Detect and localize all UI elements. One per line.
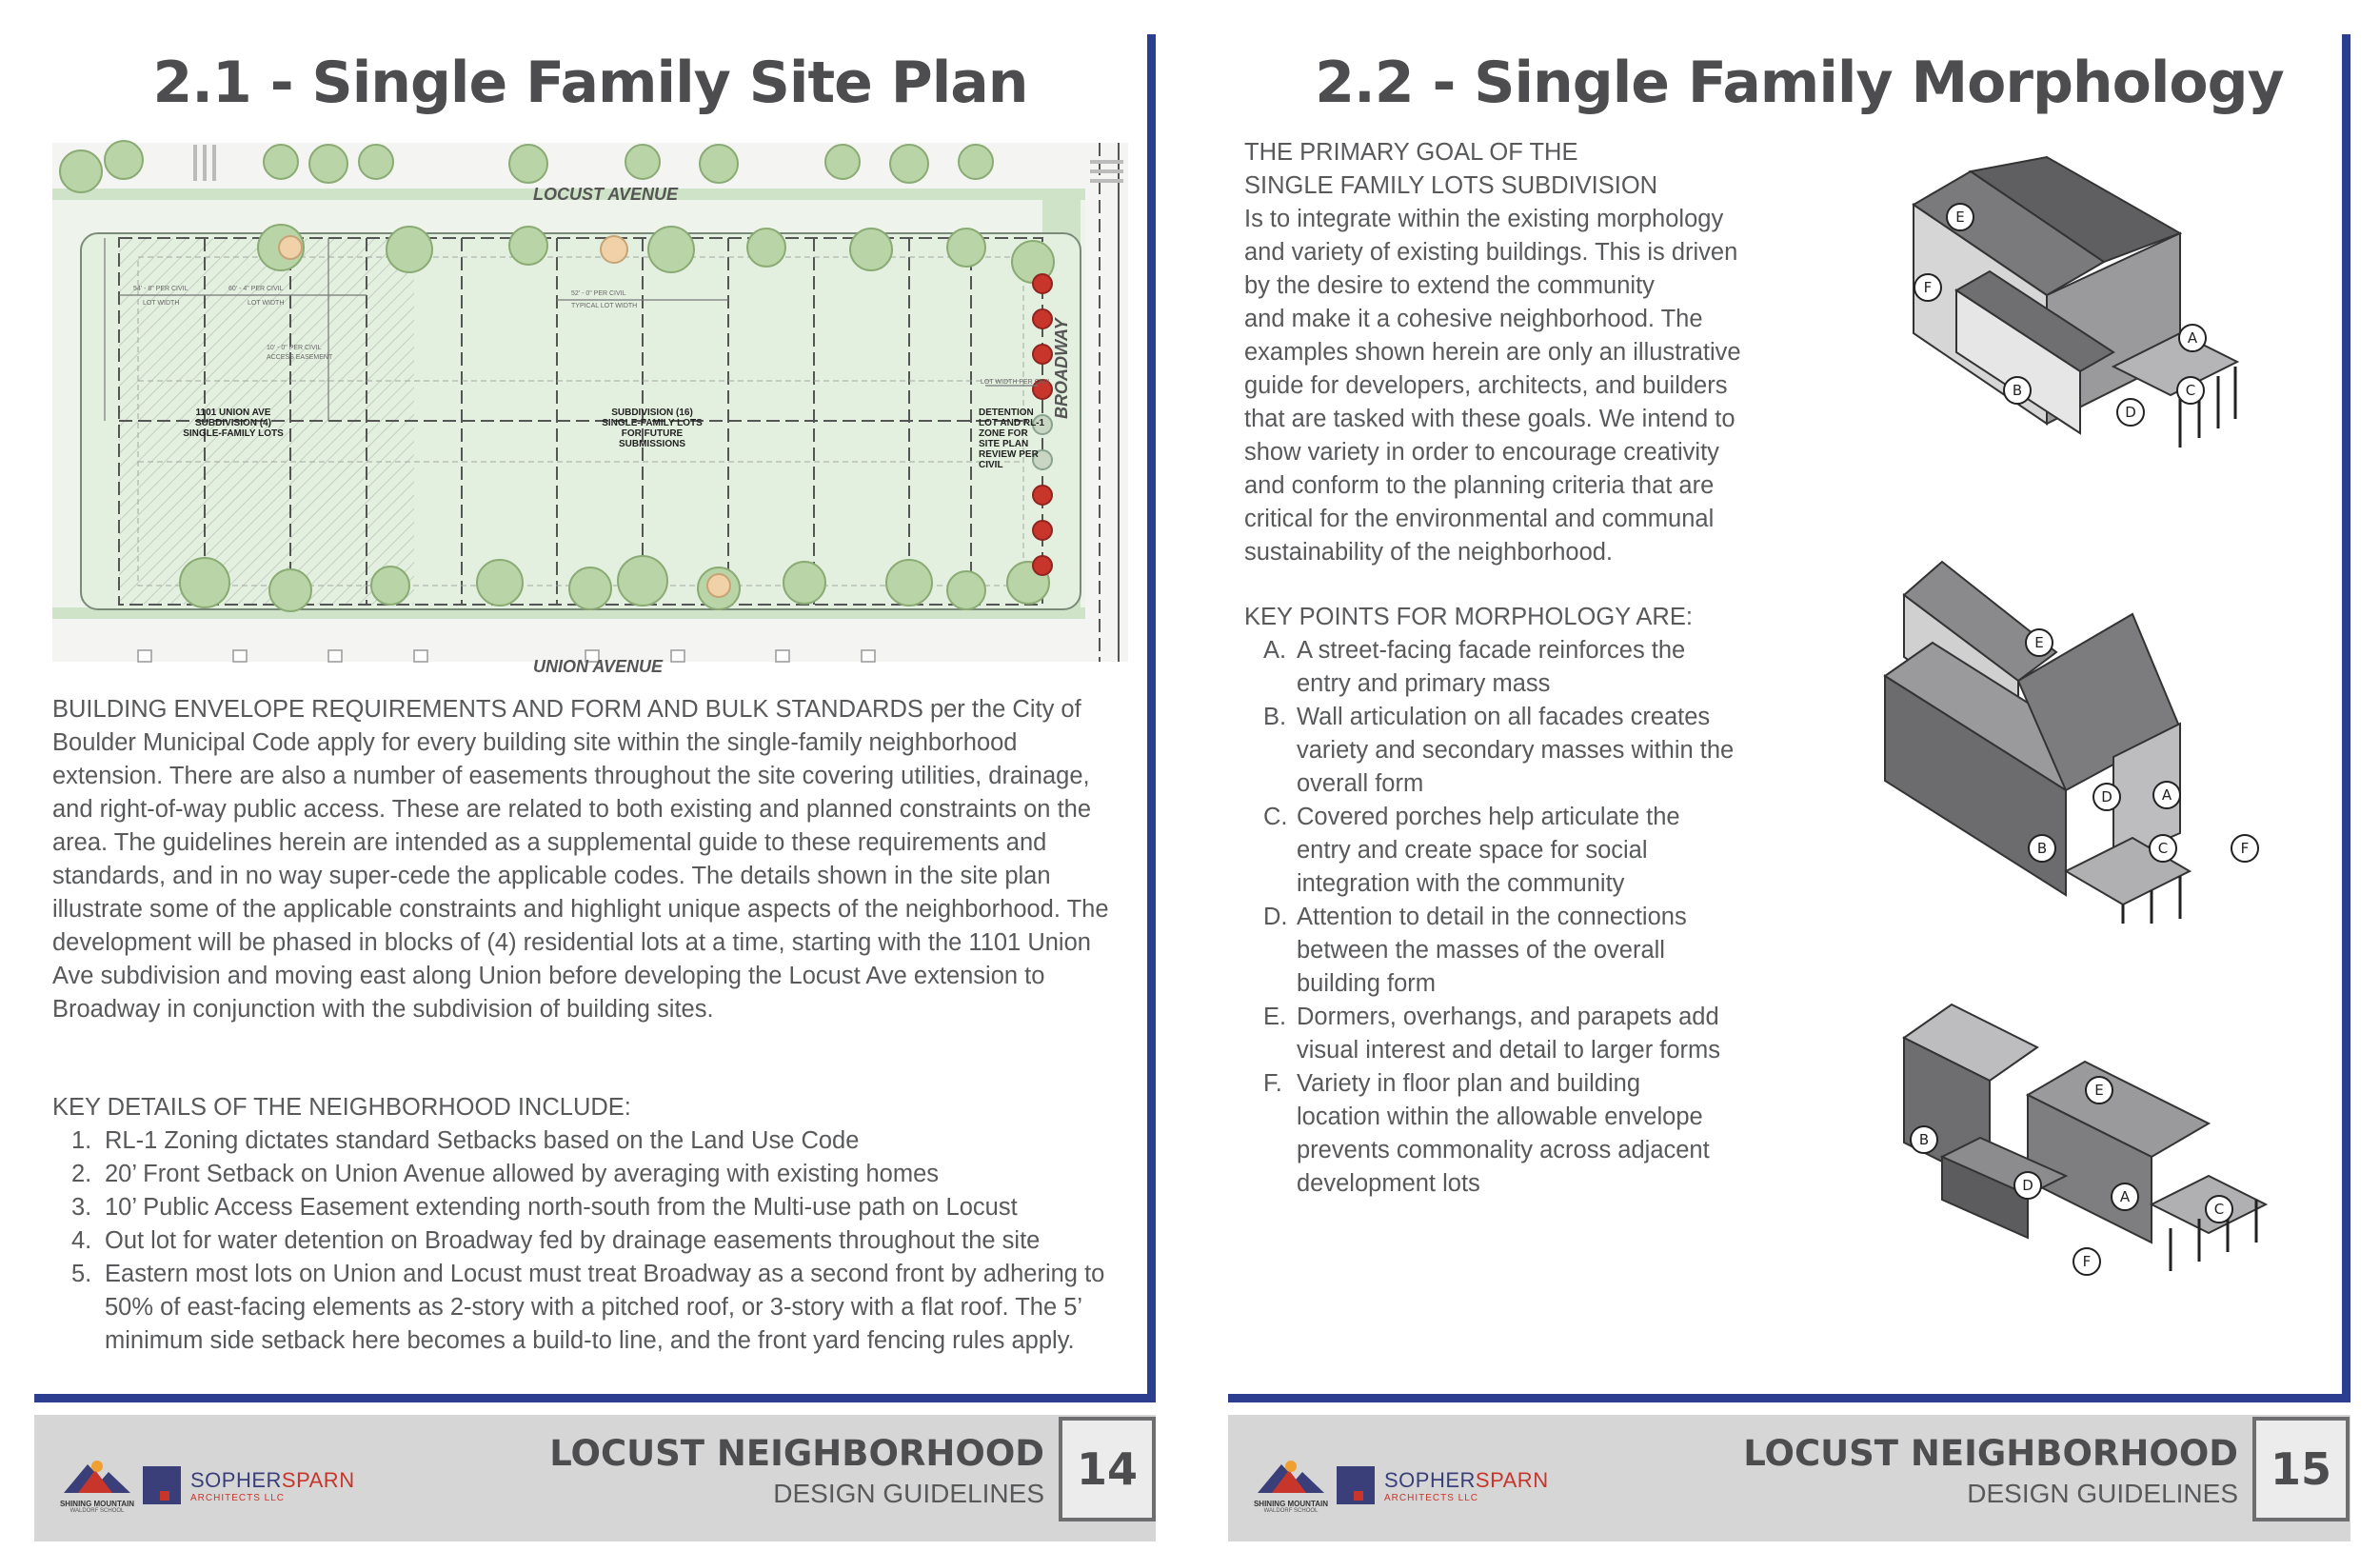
sophersparn-mark-icon <box>143 1466 181 1504</box>
list-item <box>1244 801 1835 901</box>
house-diagram-2 <box>1866 557 2285 928</box>
subdivision-16-line: FOR FUTURE <box>621 428 684 439</box>
shining-mountain-logo <box>59 1457 135 1523</box>
sophersparn-logo <box>143 1466 381 1514</box>
diagram-marker: B <box>2028 834 2056 863</box>
house-diagram-3 <box>1894 1000 2285 1285</box>
diagram-marker: D <box>2116 398 2145 427</box>
logo2-part-a: SOPHER <box>1384 1468 1476 1492</box>
dimension-label: LOT WIDTH <box>143 300 180 307</box>
list-item <box>1244 1067 1835 1201</box>
list-item <box>1244 901 1835 1001</box>
dimension-label: 54' - 8" PER CIVIL <box>133 286 188 292</box>
list-line: Covered porches help articulate the <box>1297 804 1680 830</box>
diagram-marker: A <box>2178 324 2207 352</box>
site-plan-drawing <box>52 143 1128 676</box>
list-item <box>1244 701 1835 801</box>
dimension-label: ACCESS EASEMENT <box>267 354 333 361</box>
list-marker: D. <box>1263 904 1288 930</box>
union-subdivision-line: SINGLE-FAMILY LOTS <box>183 428 284 439</box>
logo1-name: SHINING MOUNTAIN <box>1253 1500 1329 1508</box>
list-item-text: 10’ Public Access Easement extending north-south from the Multi-use path on Locust <box>105 1194 1018 1221</box>
list-item-text: Eastern most lots on Union and Locust must treat Broadway as a second front by adhering to 50% of east-facing elements as 2-story with a pitched roof, or 3-story with a flat roof. The 5’ minimum side setback here becomes a build-to line, and the front yard fencing rules apply. <box>105 1261 1105 1354</box>
logo2-sub: ARCHITECTS LLC <box>190 1493 286 1503</box>
site-plan-svg <box>52 143 1128 662</box>
goal-line: examples shown herein are only an illustrative <box>1244 339 1741 366</box>
logo2-wordmark <box>190 1468 355 1493</box>
detention-line: ZONE FOR <box>979 428 1028 439</box>
list-item <box>52 1224 1138 1258</box>
list-marker: 2. <box>71 1161 92 1187</box>
dimension-label: 52' - 0" PER CIVIL <box>571 290 626 297</box>
diagram-marker: C <box>2149 834 2177 863</box>
subdivision-16-line: SUBMISSIONS <box>618 439 685 449</box>
diagram-marker: B <box>2003 376 2032 405</box>
diagram-marker: D <box>2092 783 2121 811</box>
goal-line: guide for developers, architects, and builders <box>1244 372 1728 399</box>
right-page-border-bottom <box>1228 1394 2350 1402</box>
dimension-label: LOT WIDTH <box>248 300 285 307</box>
list-line: development lots <box>1297 1170 1480 1197</box>
mountain-icon <box>59 1457 135 1495</box>
logo2-part-a: SOPHER <box>190 1468 282 1492</box>
list-marker: C. <box>1263 804 1288 830</box>
left-page-title: 2.1 - Single Family Site Plan <box>152 50 1028 116</box>
list-marker: E. <box>1263 1004 1287 1030</box>
list-line: entry and create space for social <box>1297 837 1648 864</box>
diagram-marker: E <box>2025 628 2053 657</box>
right-list-heading: KEY POINTS FOR MORPHOLOGY ARE: <box>1244 604 1693 630</box>
union-subdivision-line: SUBDIVISION (4) <box>194 418 271 428</box>
logo2-sub: ARCHITECTS LLC <box>1384 1493 1479 1503</box>
dimension-label: 60' - 4" PER CIVIL <box>228 286 284 292</box>
subdivision-16-line: SINGLE-FAMILY LOTS <box>602 418 703 428</box>
key-details-list <box>52 1124 1138 1358</box>
list-line: Dormers, overhangs, and parapets add <box>1297 1004 1719 1030</box>
diagram-marker: F <box>2231 834 2259 863</box>
left-page-border-bottom <box>34 1394 1156 1402</box>
goal-line: that are tasked with these goals. We intend to <box>1244 406 1735 432</box>
list-marker: 5. <box>71 1261 92 1287</box>
list-marker: 4. <box>71 1227 92 1254</box>
right-footer-subtitle: DESIGN GUIDELINES <box>1967 1479 2238 1508</box>
detention-line: CIVIL <box>979 460 1003 470</box>
detention-line: LOT AND RL-1 <box>979 418 1045 428</box>
list-line: prevents commonality across adjacent <box>1297 1137 1710 1163</box>
list-item-text: Out lot for water detention on Broadway fed by drainage easements throughout the site <box>105 1227 1041 1254</box>
detention-line: DETENTION <box>979 408 1034 418</box>
dimension-label: 10' - 0" PER CIVIL <box>267 345 322 351</box>
list-item <box>52 1191 1138 1224</box>
list-line: location within the allowable envelope <box>1297 1104 1703 1130</box>
union-avenue-label: UNION AVENUE <box>533 657 664 676</box>
list-marker: 3. <box>71 1194 92 1221</box>
list-line: visual interest and detail to larger forms <box>1297 1037 1721 1064</box>
mountain-icon <box>1253 1457 1329 1495</box>
list-line: overall form <box>1297 770 1424 797</box>
morphology-points-list <box>1244 634 1835 1201</box>
union-subdivision-label <box>148 408 319 439</box>
subdivision-16-label <box>585 408 719 449</box>
detention-line: REVIEW PER <box>979 449 1039 460</box>
list-line: A street-facing facade reinforces the <box>1297 637 1686 664</box>
diagram-marker: E <box>1946 203 1974 231</box>
subdivision-16-line: SUBDIVISION (16) <box>611 408 693 418</box>
list-item <box>1244 634 1835 701</box>
list-item-text: 20’ Front Setback on Union Avenue allowed by averaging with existing homes <box>105 1161 940 1187</box>
detention-line: SITE PLAN <box>979 439 1029 449</box>
union-subdivision-line: 1101 UNION AVE <box>195 408 271 418</box>
list-line: Attention to detail in the connections <box>1297 904 1687 930</box>
goal-line: critical for the environmental and communal <box>1244 506 1715 532</box>
left-page-number: 14 <box>1059 1417 1156 1521</box>
diagram-marker: B <box>1910 1125 1938 1154</box>
logo1-sub: WALDORF SCHOOL <box>1263 1508 1319 1514</box>
shining-mountain-logo <box>1253 1457 1329 1523</box>
goal-line: sustainability of the neighborhood. <box>1244 539 1614 566</box>
goal-line: by the desire to extend the community <box>1244 272 1655 299</box>
list-marker: 1. <box>71 1127 92 1154</box>
left-intro-paragraph: BUILDING ENVELOPE REQUIREMENTS AND FORM AND BULK STANDARDS per the City of Boulder Municipal Code apply for every building site within the single-family neighborhood extension. There are also a number of easements throughout the site covering utilities, drainage, and right-of-way public access. These are related to both existing and planned constraints on the area. The guidelines herein are intended as a supplemental guide to these requirements and standards, and in no way super-cede the applicable codes. The details shown in the site plan illustrate some of the applicable constraints and highlight unique aspects of the neighborhood. The development will be phased in blocks of (4) residential lots at a time, starting with the 1101 Union Ave subdivision and moving east along Union before developing the Locust Ave extension to Broadway in conjunction with the subdivision of building sites. <box>52 696 1109 1023</box>
diagram-marker: E <box>2085 1076 2113 1104</box>
logo1-sub: WALDORF SCHOOL <box>69 1508 125 1514</box>
goal-block <box>1244 136 1806 569</box>
house-diagram-1 <box>1894 167 2275 471</box>
goal-heading-1: THE PRIMARY GOAL OF THE <box>1244 139 1578 166</box>
diagram-marker: F <box>1914 273 1942 302</box>
right-page-title: 2.2 - Single Family Morphology <box>1315 50 2284 116</box>
dimension-label: LOT WIDTH PER CIVIL <box>981 379 1052 386</box>
sophersparn-mark-icon <box>1337 1466 1375 1504</box>
diagram-marker: C <box>2176 376 2205 405</box>
list-line: building form <box>1297 970 1436 997</box>
list-line: Variety in floor plan and building <box>1297 1070 1641 1097</box>
goal-line: Is to integrate within the existing morphology <box>1244 206 1724 232</box>
logo1-name: SHINING MOUNTAIN <box>59 1500 135 1508</box>
list-line: between the masses of the overall <box>1297 937 1665 964</box>
detention-lot-label <box>979 408 1050 470</box>
logo2-part-b: SPARN <box>1475 1468 1549 1492</box>
goal-line: and make it a cohesive neighborhood. The <box>1244 306 1703 332</box>
list-item <box>52 1158 1138 1191</box>
list-item <box>52 1124 1138 1158</box>
left-footer-title: LOCUST NEIGHBORHOOD <box>549 1433 1044 1474</box>
left-page-border-right <box>1147 34 1156 1402</box>
list-item <box>52 1258 1138 1358</box>
right-page-border-right <box>2342 34 2350 1402</box>
list-line: variety and secondary masses within the <box>1297 737 1735 764</box>
list-marker: F. <box>1263 1070 1282 1097</box>
goal-line: and variety of existing buildings. This is driven <box>1244 239 1738 266</box>
goal-line: and conform to the planning criteria that are <box>1244 472 1715 499</box>
diagram-marker: A <box>2152 781 2181 809</box>
right-footer-title: LOCUST NEIGHBORHOOD <box>1743 1433 2238 1474</box>
diagram-marker: A <box>2111 1183 2139 1211</box>
logo2-wordmark <box>1384 1468 1549 1493</box>
list-marker: B. <box>1263 704 1287 730</box>
list-line: integration with the community <box>1297 870 1625 897</box>
right-page-number: 15 <box>2252 1417 2350 1521</box>
locust-avenue-label: LOCUST AVENUE <box>533 185 679 204</box>
broadway-label: BROADWAY <box>1052 318 1071 419</box>
left-footer-subtitle: DESIGN GUIDELINES <box>773 1479 1044 1508</box>
list-item-text: RL-1 Zoning dictates standard Setbacks based on the Land Use Code <box>105 1127 860 1154</box>
list-line: entry and primary mass <box>1297 670 1551 697</box>
sophersparn-logo <box>1337 1466 1575 1514</box>
diagram-marker: F <box>2073 1247 2101 1276</box>
dimension-label: TYPICAL LOT WIDTH <box>571 303 638 309</box>
list-marker: A. <box>1263 637 1287 664</box>
goal-line: show variety in order to encourage creativity <box>1244 439 1719 466</box>
left-list-heading: KEY DETAILS OF THE NEIGHBORHOOD INCLUDE: <box>52 1094 631 1121</box>
list-item <box>1244 1001 1835 1067</box>
list-line: Wall articulation on all facades creates <box>1297 704 1711 730</box>
diagram-marker: C <box>2205 1195 2233 1223</box>
diagram-marker: D <box>2013 1171 2042 1200</box>
goal-heading-2: SINGLE FAMILY LOTS SUBDIVISION <box>1244 172 1658 199</box>
logo2-part-b: SPARN <box>281 1468 355 1492</box>
